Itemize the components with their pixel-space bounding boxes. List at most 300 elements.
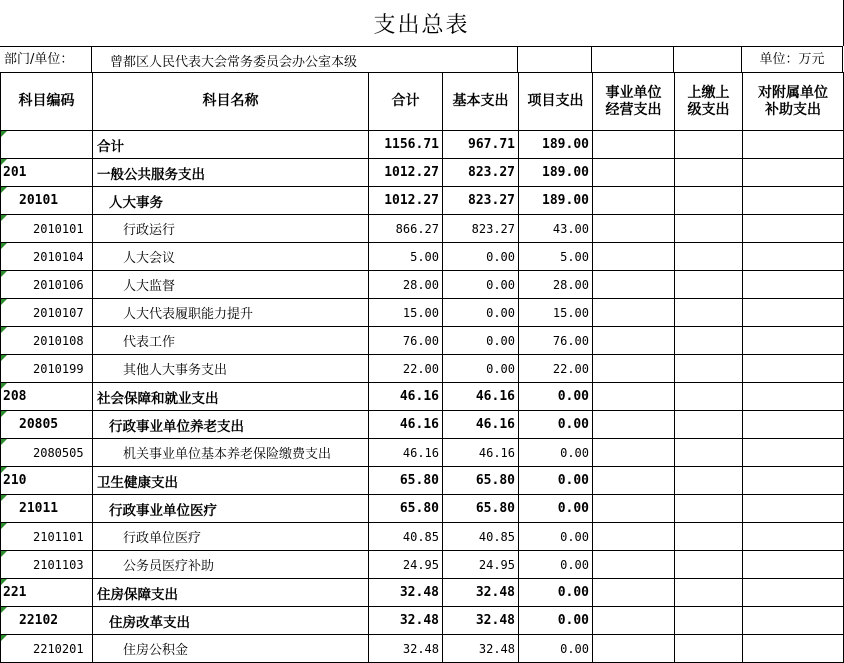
row-name[interactable] [93,439,369,467]
row-code[interactable] [1,411,93,439]
row-code-text: 22102 [19,613,59,628]
row-project-text: 28.00 [552,277,589,292]
row-total-text: 28.00 [402,277,439,292]
row-project[interactable] [519,607,593,635]
row-code[interactable] [1,271,93,299]
row-empty-cell[interactable] [743,215,844,243]
row-project[interactable] [519,551,593,579]
header-subsidy: 对附属单位补助支出 [743,73,844,131]
row-code-text: 2010199 [33,361,84,376]
row-code-text: 2010106 [33,277,84,292]
cell-marker-icon [1,607,7,613]
row-project-text: 76.00 [552,333,589,348]
header-name: 科目名称 [93,73,369,131]
row-code[interactable] [1,243,93,271]
expenditure-table [0,72,844,663]
row-empty-cell[interactable] [593,579,675,607]
row-total[interactable] [369,551,443,579]
row-empty-cell[interactable] [593,467,675,495]
row-name[interactable] [93,383,369,411]
row-total[interactable] [369,579,443,607]
row-total[interactable] [369,215,443,243]
table-row[interactable] [1,271,844,299]
row-project[interactable] [519,439,593,467]
row-project[interactable] [519,271,593,299]
row-project[interactable] [519,327,593,355]
row-code-text: 20101 [19,193,59,208]
row-total[interactable] [369,523,443,551]
row-empty-cell[interactable] [675,355,743,383]
row-total[interactable] [369,635,443,663]
row-basic-text: 65.80 [475,473,515,488]
row-empty-cell[interactable] [593,383,675,411]
row-total[interactable] [369,439,443,467]
row-empty-cell[interactable] [675,131,743,159]
row-empty-cell[interactable] [743,495,844,523]
header-total: 合计 [369,73,443,131]
row-empty-cell[interactable] [593,215,675,243]
table-row[interactable] [1,355,844,383]
row-empty-cell[interactable] [743,187,844,215]
row-empty-cell[interactable] [675,607,743,635]
header-project: 项目支出 [519,73,593,131]
row-empty-cell[interactable] [675,439,743,467]
row-total[interactable] [369,299,443,327]
row-empty-cell[interactable] [743,439,844,467]
row-code[interactable] [1,131,93,159]
page-title: 支出总表 [0,0,844,46]
row-project[interactable] [519,243,593,271]
row-code-text: 2010104 [33,249,84,264]
row-empty-cell[interactable] [675,635,743,663]
cell-marker-icon [1,439,7,445]
row-name-text: 人大监督 [123,279,176,294]
row-empty-cell[interactable] [743,607,844,635]
row-basic-text: 0.00 [486,277,515,292]
row-name-text: 行政单位医疗 [123,531,202,546]
row-total[interactable] [369,271,443,299]
row-name-text: 行政事业单位养老支出 [109,418,244,435]
cell-marker-icon [1,579,7,585]
row-code-text: 210 [3,473,27,488]
row-total[interactable] [369,159,443,187]
row-code[interactable] [1,187,93,215]
row-empty-cell[interactable] [743,299,844,327]
row-project[interactable] [519,355,593,383]
info-blank-3 [674,46,742,72]
row-name-text: 公务员医疗补助 [123,559,215,574]
row-basic-text: 32.48 [475,613,515,628]
row-name[interactable] [93,355,369,383]
row-name[interactable] [93,607,369,635]
row-name-text: 人大会议 [123,251,176,266]
row-name[interactable] [93,187,369,215]
row-basic-text: 65.80 [475,501,515,516]
row-basic-text: 823.27 [468,193,515,208]
row-empty-cell[interactable] [593,607,675,635]
row-basic-text: 32.48 [478,641,515,656]
row-project[interactable] [519,215,593,243]
row-name-text: 住房改革支出 [109,614,190,631]
cell-marker-icon [1,327,7,333]
row-total[interactable] [369,187,443,215]
info-blank-2 [592,46,674,72]
cell-marker-icon [1,523,7,529]
row-code-text: 221 [3,585,27,600]
row-basic[interactable] [443,299,519,327]
row-empty-cell[interactable] [743,467,844,495]
row-project-text: 22.00 [552,361,589,376]
header-row [1,73,844,131]
row-total[interactable] [369,327,443,355]
row-empty-cell[interactable] [593,635,675,663]
row-name[interactable] [93,131,369,159]
row-basic[interactable] [443,327,519,355]
row-name[interactable] [93,495,369,523]
row-basic-text: 0.00 [486,361,515,376]
table-row[interactable] [1,635,844,663]
row-basic[interactable] [443,131,519,159]
row-empty-cell[interactable] [593,411,675,439]
row-basic-text: 823.27 [471,221,515,236]
header-business: 事业单位经营支出 [593,73,675,131]
table-row[interactable] [1,215,844,243]
table-row[interactable] [1,131,844,159]
cell-marker-icon [1,187,7,193]
row-total[interactable] [369,607,443,635]
row-total-text: 24.95 [402,557,439,572]
row-empty-cell[interactable] [593,551,675,579]
table-row[interactable] [1,187,844,215]
row-empty-cell[interactable] [593,299,675,327]
row-name-text: 卫生健康支出 [97,474,178,491]
row-name[interactable] [93,579,369,607]
row-empty-cell[interactable] [743,271,844,299]
row-project-text: 0.00 [557,585,589,600]
row-project-text: 0.00 [557,613,589,628]
row-empty-cell[interactable] [675,579,743,607]
table-row[interactable] [1,551,844,579]
row-name[interactable] [93,327,369,355]
row-basic-text: 24.95 [478,557,515,572]
row-name-text: 住房保障支出 [97,586,178,603]
row-project[interactable] [519,187,593,215]
cell-marker-icon [1,495,7,501]
row-code[interactable] [1,607,93,635]
row-empty-cell[interactable] [593,355,675,383]
row-project-text: 0.00 [557,417,589,432]
row-project-text: 0.00 [560,529,589,544]
table-row[interactable] [1,607,844,635]
row-empty-cell[interactable] [593,243,675,271]
row-name[interactable] [93,159,369,187]
row-basic-text: 967.71 [468,137,515,152]
row-project-text: 0.00 [557,501,589,516]
row-total-text: 32.48 [399,613,439,628]
row-total[interactable] [369,383,443,411]
row-code[interactable] [1,327,93,355]
row-total[interactable] [369,131,443,159]
row-empty-cell[interactable] [675,243,743,271]
row-name-text: 代表工作 [123,335,176,350]
row-project[interactable] [519,635,593,663]
row-empty-cell[interactable] [675,383,743,411]
row-basic-text: 32.48 [475,585,515,600]
row-name[interactable] [93,467,369,495]
row-empty-cell[interactable] [593,523,675,551]
row-name[interactable] [93,271,369,299]
row-name-text: 人大事务 [109,194,163,211]
row-project[interactable] [519,495,593,523]
row-empty-cell[interactable] [593,271,675,299]
cell-marker-icon [1,215,7,221]
row-basic[interactable] [443,523,519,551]
row-empty-cell[interactable] [675,411,743,439]
header-code: 科目编码 [1,73,93,131]
row-empty-cell[interactable] [743,579,844,607]
row-total[interactable] [369,411,443,439]
row-name-text: 合计 [97,138,124,155]
cell-marker-icon [1,131,7,137]
row-project-text: 189.00 [542,165,589,180]
row-name-text: 行政运行 [123,223,176,238]
table-row[interactable] [1,159,844,187]
row-empty-cell[interactable] [593,159,675,187]
row-total[interactable] [369,355,443,383]
row-basic[interactable] [443,271,519,299]
row-basic-text: 823.27 [468,165,515,180]
row-project[interactable] [519,383,593,411]
row-code[interactable] [1,215,93,243]
row-total-text: 1156.71 [384,137,439,152]
row-project[interactable] [519,159,593,187]
row-total-text: 76.00 [402,333,439,348]
row-total-text: 1012.27 [384,165,439,180]
row-total-text: 40.85 [402,529,439,544]
cell-marker-icon [1,355,7,361]
dept-name: 曾都区人民代表大会常务委员会办公室本级 [92,46,518,72]
row-basic[interactable] [443,607,519,635]
row-total-text: 32.48 [399,585,439,600]
table-row[interactable] [1,383,844,411]
row-basic[interactable] [443,635,519,663]
row-project-text: 189.00 [542,137,589,152]
row-total-text: 32.48 [402,641,439,656]
row-name[interactable] [93,243,369,271]
row-total[interactable] [369,243,443,271]
cell-marker-icon [1,383,7,389]
row-basic[interactable] [443,411,519,439]
row-empty-cell[interactable] [675,467,743,495]
row-name[interactable] [93,635,369,663]
row-basic[interactable] [443,355,519,383]
table-row[interactable] [1,467,844,495]
row-name[interactable] [93,551,369,579]
row-basic[interactable] [443,579,519,607]
row-total[interactable] [369,495,443,523]
cell-marker-icon [1,551,7,557]
row-name-text: 机关事业单位基本养老保险缴费支出 [123,447,332,462]
row-code[interactable] [1,159,93,187]
row-code[interactable] [1,579,93,607]
row-empty-cell[interactable] [675,523,743,551]
row-name[interactable] [93,299,369,327]
row-basic[interactable] [443,495,519,523]
row-empty-cell[interactable] [675,495,743,523]
row-basic-text: 0.00 [486,249,515,264]
row-code[interactable] [1,635,93,663]
row-name-text: 住房公积金 [123,643,189,658]
row-empty-cell[interactable] [743,131,844,159]
row-name-text: 行政事业单位医疗 [109,502,217,519]
row-total-text: 15.00 [402,305,439,320]
table-row[interactable] [1,327,844,355]
row-total-text: 46.16 [402,445,439,460]
unit-label: 单位：万元 [742,46,843,72]
info-blank-1 [518,46,592,72]
row-basic[interactable] [443,467,519,495]
row-empty-cell[interactable] [743,635,844,663]
row-code[interactable] [1,551,93,579]
row-empty-cell[interactable] [675,327,743,355]
row-basic-text: 46.16 [478,445,515,460]
row-project-text: 0.00 [557,473,589,488]
row-code[interactable] [1,439,93,467]
row-basic[interactable] [443,215,519,243]
row-total-text: 46.16 [399,389,439,404]
row-project[interactable] [519,131,593,159]
row-empty-cell[interactable] [593,327,675,355]
row-project-text: 5.00 [560,249,589,264]
row-name-text: 一般公共服务支出 [97,166,205,183]
row-basic-text: 0.00 [486,333,515,348]
row-empty-cell[interactable] [743,551,844,579]
row-total-text: 46.16 [399,417,439,432]
row-code[interactable] [1,467,93,495]
row-empty-cell[interactable] [593,131,675,159]
row-code-text: 2210201 [33,641,84,656]
row-code[interactable] [1,355,93,383]
row-empty-cell[interactable] [743,159,844,187]
row-empty-cell[interactable] [743,411,844,439]
cell-marker-icon [1,271,7,277]
table-row[interactable] [1,579,844,607]
row-project[interactable] [519,299,593,327]
info-row [0,46,844,72]
row-project-text: 15.00 [552,305,589,320]
row-empty-cell[interactable] [675,551,743,579]
row-total-text: 866.27 [395,221,439,236]
row-name[interactable] [93,523,369,551]
row-empty-cell[interactable] [743,355,844,383]
row-code-text: 2010107 [33,305,84,320]
row-basic[interactable] [443,159,519,187]
row-code-text: 208 [3,389,27,404]
row-name-text: 其他人大事务支出 [123,363,228,378]
header-basic: 基本支出 [443,73,519,131]
cell-marker-icon [1,411,7,417]
row-basic-text: 40.85 [478,529,515,544]
row-empty-cell[interactable] [593,187,675,215]
row-code-text: 21011 [19,501,59,516]
row-empty-cell[interactable] [743,327,844,355]
row-empty-cell[interactable] [743,243,844,271]
row-code[interactable] [1,299,93,327]
row-project-text: 43.00 [552,221,589,236]
row-code-text: 2010108 [33,333,84,348]
row-code-text: 2080505 [33,445,84,460]
row-empty-cell[interactable] [743,523,844,551]
table-row[interactable] [1,439,844,467]
row-project-text: 189.00 [542,193,589,208]
table-row[interactable] [1,523,844,551]
row-project[interactable] [519,467,593,495]
row-project-text: 0.00 [560,445,589,460]
row-code-text: 2101101 [33,529,84,544]
row-empty-cell[interactable] [675,271,743,299]
row-name-text: 人大代表履职能力提升 [123,307,254,322]
row-total-text: 65.80 [399,501,439,516]
row-total[interactable] [369,467,443,495]
row-project-text: 0.00 [560,557,589,572]
row-basic[interactable] [443,383,519,411]
row-empty-cell[interactable] [593,495,675,523]
row-total-text: 65.80 [399,473,439,488]
cell-marker-icon [1,159,7,165]
row-code[interactable] [1,495,93,523]
row-code[interactable] [1,383,93,411]
row-name[interactable] [93,215,369,243]
row-basic[interactable] [443,551,519,579]
row-project[interactable] [519,523,593,551]
row-project-text: 0.00 [557,389,589,404]
row-empty-cell[interactable] [675,215,743,243]
row-empty-cell[interactable] [593,439,675,467]
row-project[interactable] [519,579,593,607]
row-code-text: 2101103 [33,557,84,572]
row-code[interactable] [1,523,93,551]
row-project[interactable] [519,411,593,439]
table-row[interactable] [1,299,844,327]
row-empty-cell[interactable] [675,299,743,327]
table-row[interactable] [1,495,844,523]
row-code-text: 20805 [19,417,59,432]
table-row[interactable] [1,411,844,439]
table-body [1,131,844,663]
row-total-text: 22.00 [402,361,439,376]
cell-marker-icon [1,635,7,641]
cell-marker-icon [1,243,7,249]
row-name[interactable] [93,411,369,439]
cell-marker-icon [1,467,7,473]
row-basic[interactable] [443,243,519,271]
header-upper: 上缴上级支出 [675,73,743,131]
row-basic[interactable] [443,439,519,467]
row-total-text: 5.00 [410,249,439,264]
row-empty-cell[interactable] [675,187,743,215]
row-empty-cell[interactable] [675,159,743,187]
row-total-text: 1012.27 [384,193,439,208]
row-code-text: 201 [3,165,27,180]
cell-marker-icon [1,299,7,305]
row-empty-cell[interactable] [743,383,844,411]
row-basic[interactable] [443,187,519,215]
table-row[interactable] [1,243,844,271]
dept-label: 部门/单位： [0,46,92,72]
row-project-text: 0.00 [560,641,589,656]
row-basic-text: 46.16 [475,389,515,404]
row-basic-text: 0.00 [486,305,515,320]
